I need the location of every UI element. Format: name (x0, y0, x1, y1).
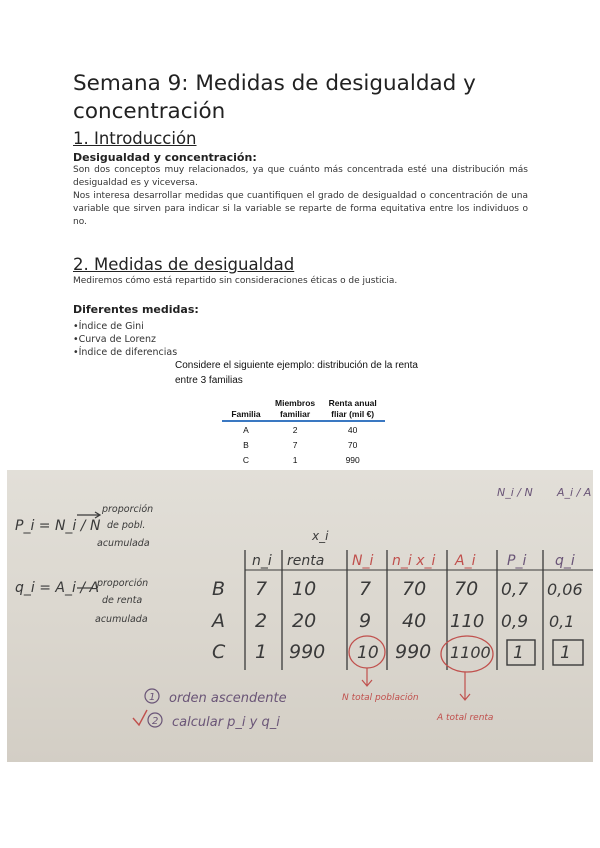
header-qi: q_i (555, 553, 575, 569)
header-nixi: n_i x_i (392, 553, 436, 569)
svg-text:1100: 1100 (450, 643, 491, 662)
formula-q: q_i = A_i / A (15, 580, 100, 596)
svg-text:0,1: 0,1 (549, 612, 575, 631)
header-Ni: N_i (352, 553, 374, 569)
col-top-n: N_i / N (497, 486, 533, 499)
subheading-diferentes: Diferentes medidas: (73, 303, 199, 316)
svg-text:9: 9 (359, 610, 372, 632)
list-item: • Curva de Lorenz (73, 333, 177, 346)
header-renta: renta (287, 553, 325, 569)
note-n-total: N total población (342, 693, 419, 703)
example-caption: Considere el siguiente ejemplo: distribución de la renta entre 3 familias (175, 360, 418, 386)
formula-p: P_i = N_i / N (15, 518, 101, 534)
list-item: • Índice de diferencias (73, 346, 177, 359)
note-p-1: proporción (102, 504, 154, 515)
handwritten-notes-photo (7, 470, 593, 762)
svg-text:1: 1 (149, 692, 156, 703)
page-title: Semana 9: Medidas de desigualdad y concentración (73, 71, 476, 124)
svg-text:7: 7 (359, 578, 372, 600)
svg-text:1: 1 (255, 641, 268, 663)
svg-text:40: 40 (402, 610, 427, 632)
arrow-icon (460, 672, 470, 700)
check-icon (133, 710, 147, 725)
svg-text:20: 20 (292, 610, 317, 632)
table-header: Familia (231, 409, 261, 419)
section-heading-medidas: 2. Medidas de desigualdad (73, 255, 295, 274)
svg-text:110: 110 (450, 611, 485, 632)
svg-text:1: 1 (560, 643, 571, 663)
note-q-3: acumulada (95, 614, 148, 625)
table-row: B 7 70 (243, 439, 358, 450)
svg-text:0,06: 0,06 (547, 580, 583, 599)
note-p-2: de pobl. (107, 520, 146, 531)
note-step-1: orden ascendente (169, 691, 287, 706)
table-row: C 1 990 (242, 454, 360, 465)
measures-list (73, 320, 177, 359)
row-label-a: A (212, 610, 225, 632)
svg-text:990: 990 (395, 641, 432, 663)
svg-text:70: 70 (454, 578, 479, 600)
list-item: • Índice de Gini (73, 320, 177, 333)
svg-text:10: 10 (292, 578, 317, 600)
family-income-table (222, 398, 385, 467)
note-step-2: calcular p_i y q_i (172, 715, 280, 730)
svg-text:70: 70 (402, 578, 427, 600)
table-header: Renta anual fliar (mil €) (328, 398, 377, 419)
svg-text:0,9: 0,9 (501, 612, 529, 632)
svg-text:2: 2 (255, 610, 268, 632)
row-label-b: B (212, 578, 226, 600)
svg-text:0,7: 0,7 (501, 580, 529, 600)
note-a-total: A total renta (437, 713, 494, 723)
handwritten-notes-drawing (7, 470, 593, 762)
col-top-a: A_i / A (557, 486, 592, 499)
note-q-2: de renta (102, 595, 143, 606)
table-row: A 2 40 (243, 424, 358, 435)
header-ni: n_i (252, 553, 272, 569)
svg-text:1: 1 (513, 643, 524, 663)
intro-paragraph: Son dos conceptos muy relacionados, ya que cuánto más concentrada esté una distribución más desigualdad es y viceversa. Nos interesa desarrollar medidas que cuantifiquen el grado de desigualdad o concentración de una variable que sirven para indicar si la variable se reparte de forma equitativa entre los individuos o no. (73, 165, 528, 227)
svg-text:990: 990 (289, 641, 326, 663)
arrow-icon (362, 668, 372, 686)
note-p-3: acumulada (97, 538, 150, 549)
svg-text:2: 2 (152, 716, 159, 727)
medidas-paragraph: Mediremos cómo está repartido sin consideraciones éticas o de justicia. (73, 276, 398, 286)
svg-text:10: 10 (357, 643, 379, 663)
table-header: Miembros familiar (275, 398, 316, 419)
col-top-xi: x_i (312, 529, 329, 543)
note-q-1: proporción (97, 578, 149, 589)
row-label-c: C (212, 641, 226, 663)
header-Ai: A_i (455, 553, 476, 569)
section-heading-intro: 1. Introducción (73, 129, 197, 148)
header-pi: P_i (507, 553, 527, 569)
subheading-desigualdad: Desigualdad y concentración: (73, 151, 257, 164)
svg-text:7: 7 (255, 578, 268, 600)
